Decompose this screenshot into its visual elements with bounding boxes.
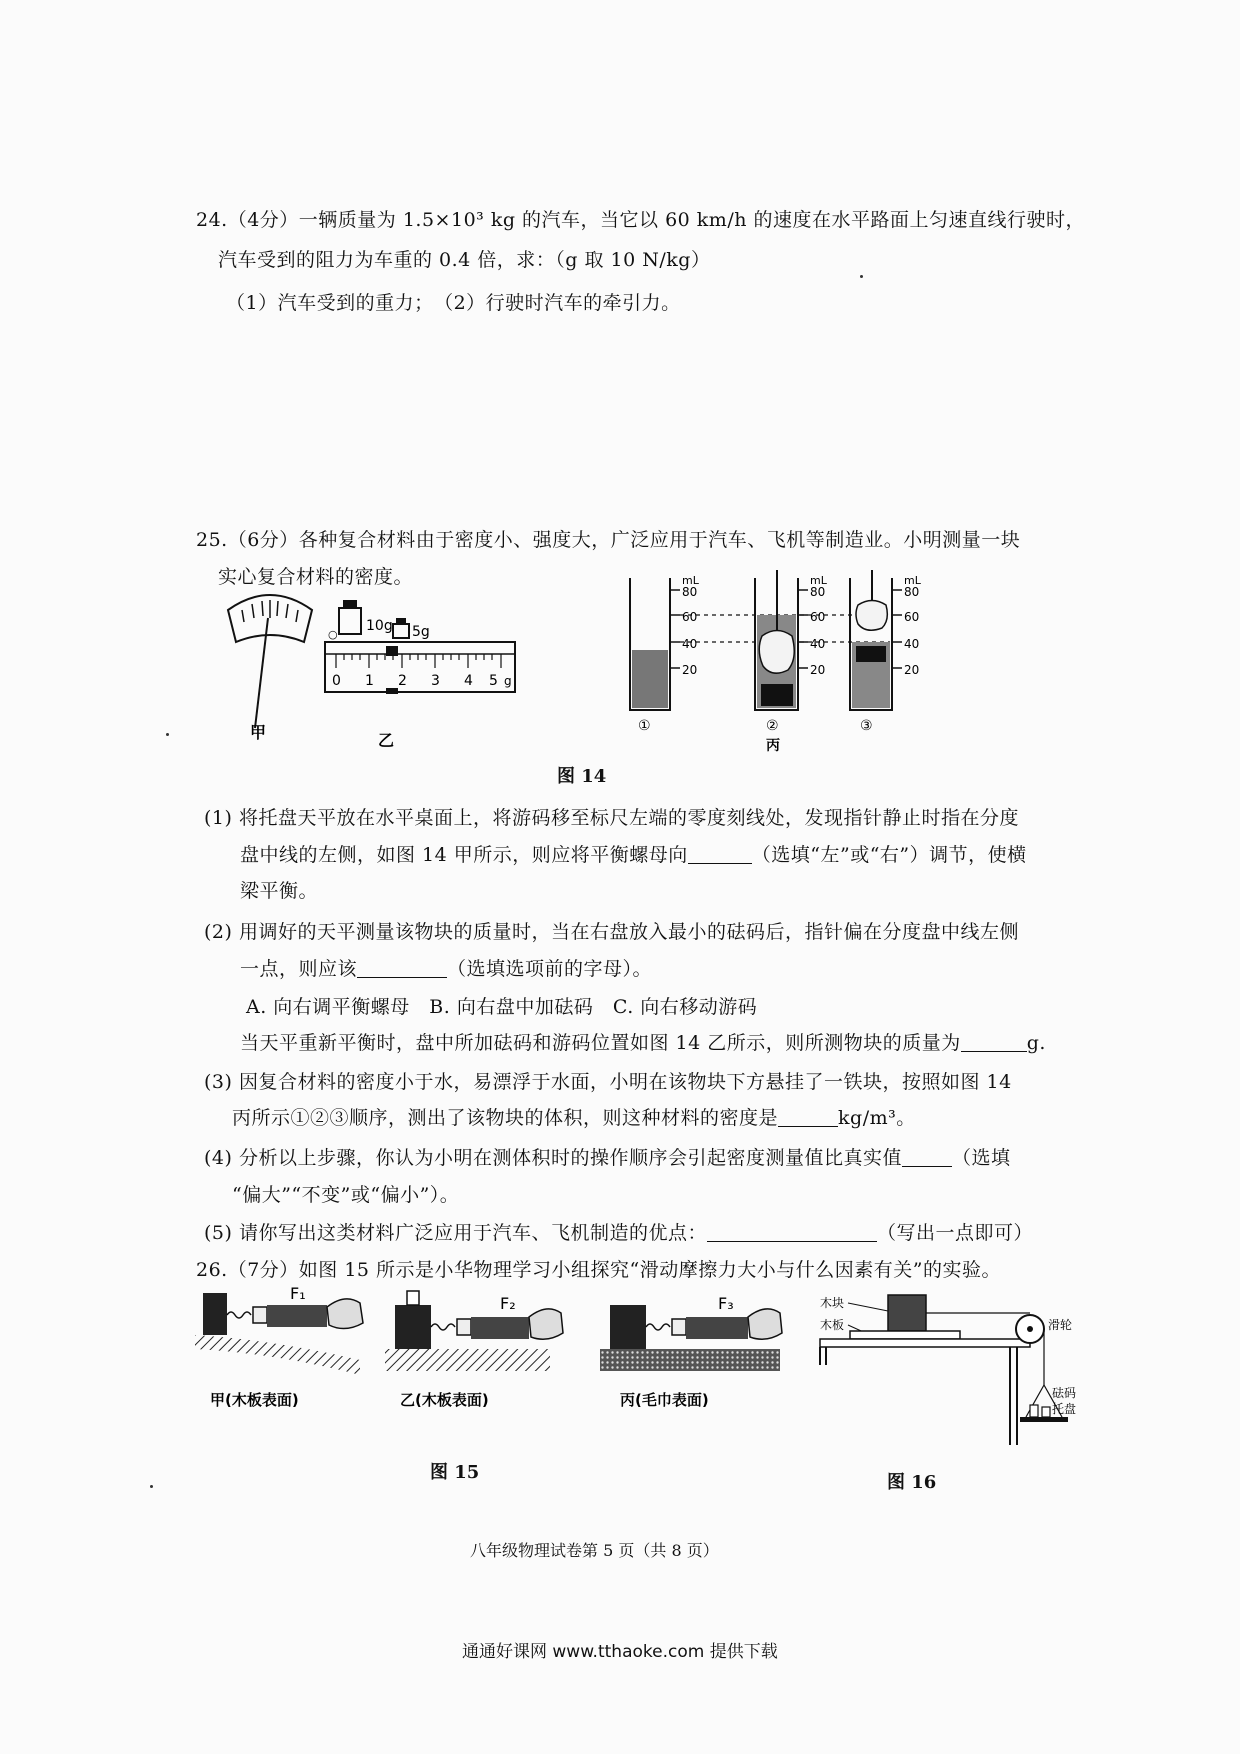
mass-label-5g: 5g [412, 624, 430, 640]
cyl3-unit: mL [904, 574, 921, 587]
fig16-caption: 图 16 [887, 1472, 937, 1493]
cyl3-num: ③ [860, 718, 873, 734]
q24-line3: （1）汽车受到的重力； （2）行驶时汽车的牵引力。 [226, 292, 681, 314]
q25-p3a: (3) 因复合材料的密度小于水，易漂浮于水面，小明在该物块下方悬挂了一铁块，按照如图 14 [204, 1071, 1012, 1093]
fig16-label-pulley: 滑轮 [1048, 1318, 1073, 1332]
setup-bing [600, 1294, 782, 1371]
q25-line2: 实心复合材料的密度。 [218, 566, 414, 588]
page-footer: 八年级物理试卷第 5 页（共 8 页） [470, 1541, 719, 1560]
q24-line2: 汽车受到的阻力为车重的 0.4 倍，求：（g 取 10 N/kg） [218, 249, 711, 271]
q25-p1a: (1) 将托盘天平放在水平桌面上，将游码移至标尺左端的零度刻线处，发现指针静止时指在分度 [204, 807, 1019, 829]
cyl1-tick-80: 80 [682, 585, 698, 599]
cyl1-unit: mL [682, 574, 699, 587]
scale-tick-5: 5 [489, 673, 498, 689]
cyl3-tick-60: 60 [904, 610, 920, 624]
q25-p2d: 当天平重新平衡时，盘中所加砝码和游码位置如图 14 乙所示，则所测物块的质量为 g. [240, 1032, 1046, 1054]
cyl1-num: ① [638, 718, 651, 734]
q25-p2a: (2) 用调好的天平测量该物块的质量时，当在右盘放入最小的砝码后，指针偏在分度盘中线左侧 [204, 921, 1019, 943]
scale-tick-2: 2 [398, 673, 407, 689]
cyl3-tick-20: 20 [904, 663, 920, 677]
fig15-label-yi: 乙(木板表面) [400, 1391, 489, 1409]
cyl3-tick-40: 40 [904, 637, 920, 651]
cyl2-tick-40: 40 [810, 637, 826, 651]
q25-p1c: 梁平衡。 [240, 880, 319, 902]
figure-16 [820, 1285, 1077, 1455]
scan-speck [150, 1485, 153, 1488]
cyl2-tick-80: 80 [810, 585, 826, 599]
cyl2-tick-20: 20 [810, 663, 826, 677]
cyl2-tick-60: 60 [810, 610, 826, 624]
q25-p1b: 盘中线的左侧，如图 14 甲所示，则应将平衡螺母向 （选填“左”或“右”）调节，使横 [240, 844, 1027, 866]
scan-speck [860, 275, 863, 278]
q25-p4b: “偏大”“不变”或“偏小”）。 [232, 1184, 460, 1206]
svg-text:○: ○ [328, 628, 338, 641]
cyl3-tick-80: 80 [904, 585, 920, 599]
weights-and-rider-scale [325, 600, 515, 694]
q25-p3b: 丙所示①②③顺序，测出了该物块的体积，则这种材料的密度是 kg/m³。 [232, 1107, 916, 1129]
scale-tick-1: 1 [365, 673, 374, 689]
fig14-label-yi: 乙 [378, 731, 395, 750]
fig14-caption: 图 14 [557, 766, 607, 787]
cyl2-unit: mL [810, 574, 827, 587]
mass-label-10g: 10g [366, 618, 393, 634]
q25-p2c: A. 向右调平衡螺母 B. 向右盘中加砝码 C. 向右移动游码 [246, 996, 758, 1018]
fig16-label-weight: 砝码 [1052, 1386, 1077, 1400]
fig16-label-block: 木块 [820, 1296, 845, 1310]
setup-jia [195, 1284, 363, 1375]
force-F1: F₁ [290, 1284, 306, 1303]
fig16-label-board: 木板 [820, 1318, 845, 1332]
setup-yi [385, 1291, 563, 1371]
q26-line1: 26.（7分）如图 15 所示是小华物理学习小组探究“滑动摩擦力大小与什么因素有关”的实验。 [196, 1259, 1001, 1281]
cyl1-tick-20: 20 [682, 663, 698, 677]
force-F2: F₂ [500, 1294, 516, 1313]
cyl2-num: ② [766, 718, 779, 734]
cyl1-tick-40: 40 [682, 637, 698, 651]
fig15-caption: 图 15 [430, 1462, 480, 1483]
q24-line1: 24.（4分）一辆质量为 1.5×10³ kg 的汽车，当它以 60 km/h 的速度在水平路面上匀速直线行驶时， [196, 209, 1085, 231]
q25-p5: (5) 请你写出这类材料广泛应用于汽车、飞机制造的优点： （写出一点即可） [204, 1222, 1033, 1244]
fig14-label-bing: 丙 [766, 738, 780, 754]
cyl1-tick-60: 60 [682, 610, 698, 624]
fig15-label-bing: 丙(毛巾表面) [620, 1391, 709, 1409]
q25-p4a: (4) 分析以上步骤，你认为小明在测体积时的操作顺序会引起密度测量值比真实值 （选填 [204, 1147, 1011, 1169]
scale-tick-4: 4 [464, 673, 473, 689]
scan-speck [166, 733, 169, 736]
fig15-label-jia: 甲(木板表面) [210, 1391, 299, 1409]
force-F3: F₃ [718, 1294, 734, 1313]
graduated-cylinders [630, 570, 922, 754]
q25-p2b: 一点，则应该 （选填选项前的字母）。 [240, 958, 653, 980]
figure-14 [200, 570, 1060, 760]
fig14-label-jia: 甲 [250, 723, 267, 742]
scale-tick-0: 0 [332, 673, 341, 689]
scale-unit: g [504, 674, 512, 688]
scale-tick-3: 3 [431, 673, 440, 689]
q25-line1: 25.（6分）各种复合材料由于密度小、强度大，广泛应用于汽车、飞机等制造业。小明测量一块 [196, 529, 1021, 551]
figure-15 [195, 1285, 805, 1425]
source-credit: 通通好课网 www.tthaoke.com 提供下载 [462, 1642, 778, 1662]
balance-dial [228, 595, 312, 728]
fig16-label-tray: 托盘 [1052, 1402, 1077, 1416]
